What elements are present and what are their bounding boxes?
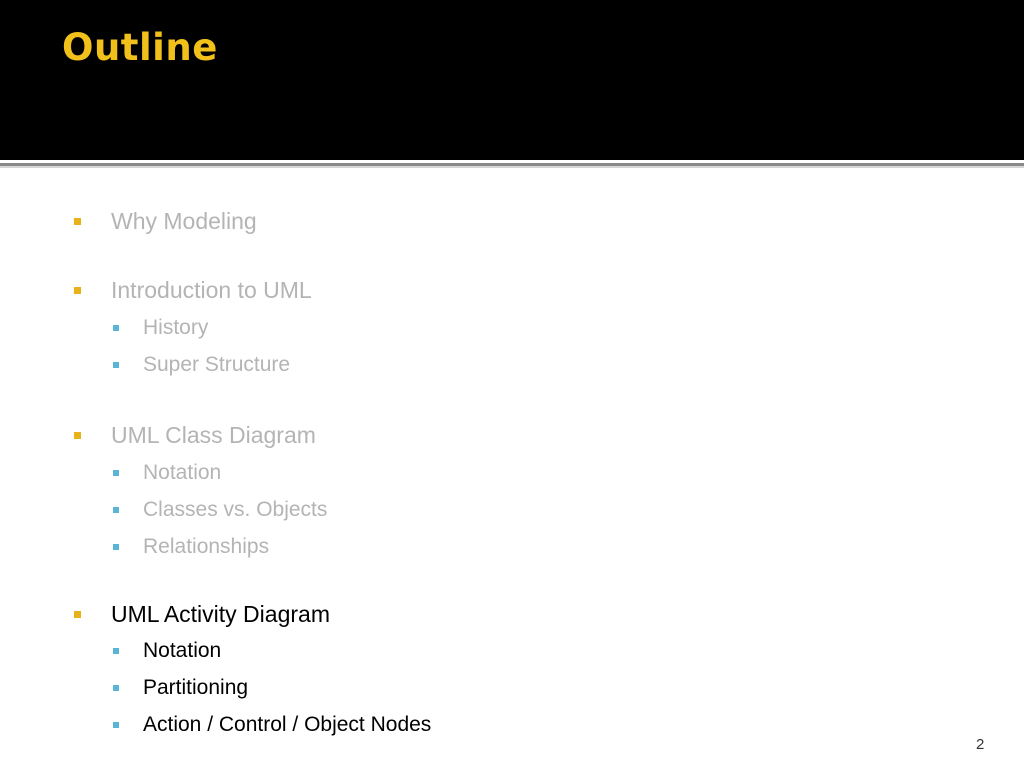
outline-subitem-super-structure [113, 350, 290, 380]
square-sub-bullet-icon [113, 507, 119, 513]
outline-subitem-label: Classes vs. Objects [143, 498, 328, 521]
outline-subitem-label: Super Structure [143, 353, 291, 376]
square-bullet-icon [74, 218, 81, 225]
outline-subitem-partitioning [113, 673, 248, 703]
outline-item-label: Introduction to UML [111, 276, 312, 303]
outline-subitem-label: Relationships [143, 535, 270, 558]
square-bullet-icon [74, 432, 81, 439]
square-sub-bullet-icon [113, 325, 119, 331]
square-sub-bullet-icon [113, 470, 119, 476]
outline-subitem-label: Action / Control / Object Nodes [143, 713, 432, 736]
outline-item-label: UML Class Diagram [111, 421, 316, 448]
slide-title: Outline [62, 26, 218, 69]
header-divider-light [0, 166, 1024, 168]
outline-subitem-label: History [143, 316, 209, 339]
square-sub-bullet-icon [113, 722, 119, 728]
square-sub-bullet-icon [113, 544, 119, 550]
outline-subitem-label: Partitioning [143, 676, 249, 699]
outline-item-label: UML Activity Diagram [111, 600, 330, 627]
outline-subitem-label: Notation [143, 639, 222, 662]
outline-subitem-notation [113, 458, 221, 488]
outline-subitem-label: Notation [143, 461, 222, 484]
square-bullet-icon [74, 611, 81, 618]
outline-subitem-notation-active [113, 636, 221, 666]
outline-subitem-relationships [113, 532, 269, 562]
slide-header [0, 0, 1024, 160]
outline-item-uml-activity-diagram [74, 599, 330, 629]
outline-item-why-modeling [74, 206, 257, 236]
page-number: 2 [976, 736, 985, 753]
square-sub-bullet-icon [113, 362, 119, 368]
outline-subitem-history [113, 313, 208, 343]
square-sub-bullet-icon [113, 648, 119, 654]
outline-item-introduction-to-uml [74, 275, 312, 305]
outline-item-label: Why Modeling [111, 207, 257, 234]
square-sub-bullet-icon [113, 685, 119, 691]
outline-subitem-action-control-object-nodes [113, 710, 431, 740]
square-bullet-icon [74, 287, 81, 294]
outline-subitem-classes-vs-objects [113, 495, 327, 525]
outline-item-uml-class-diagram [74, 420, 316, 450]
